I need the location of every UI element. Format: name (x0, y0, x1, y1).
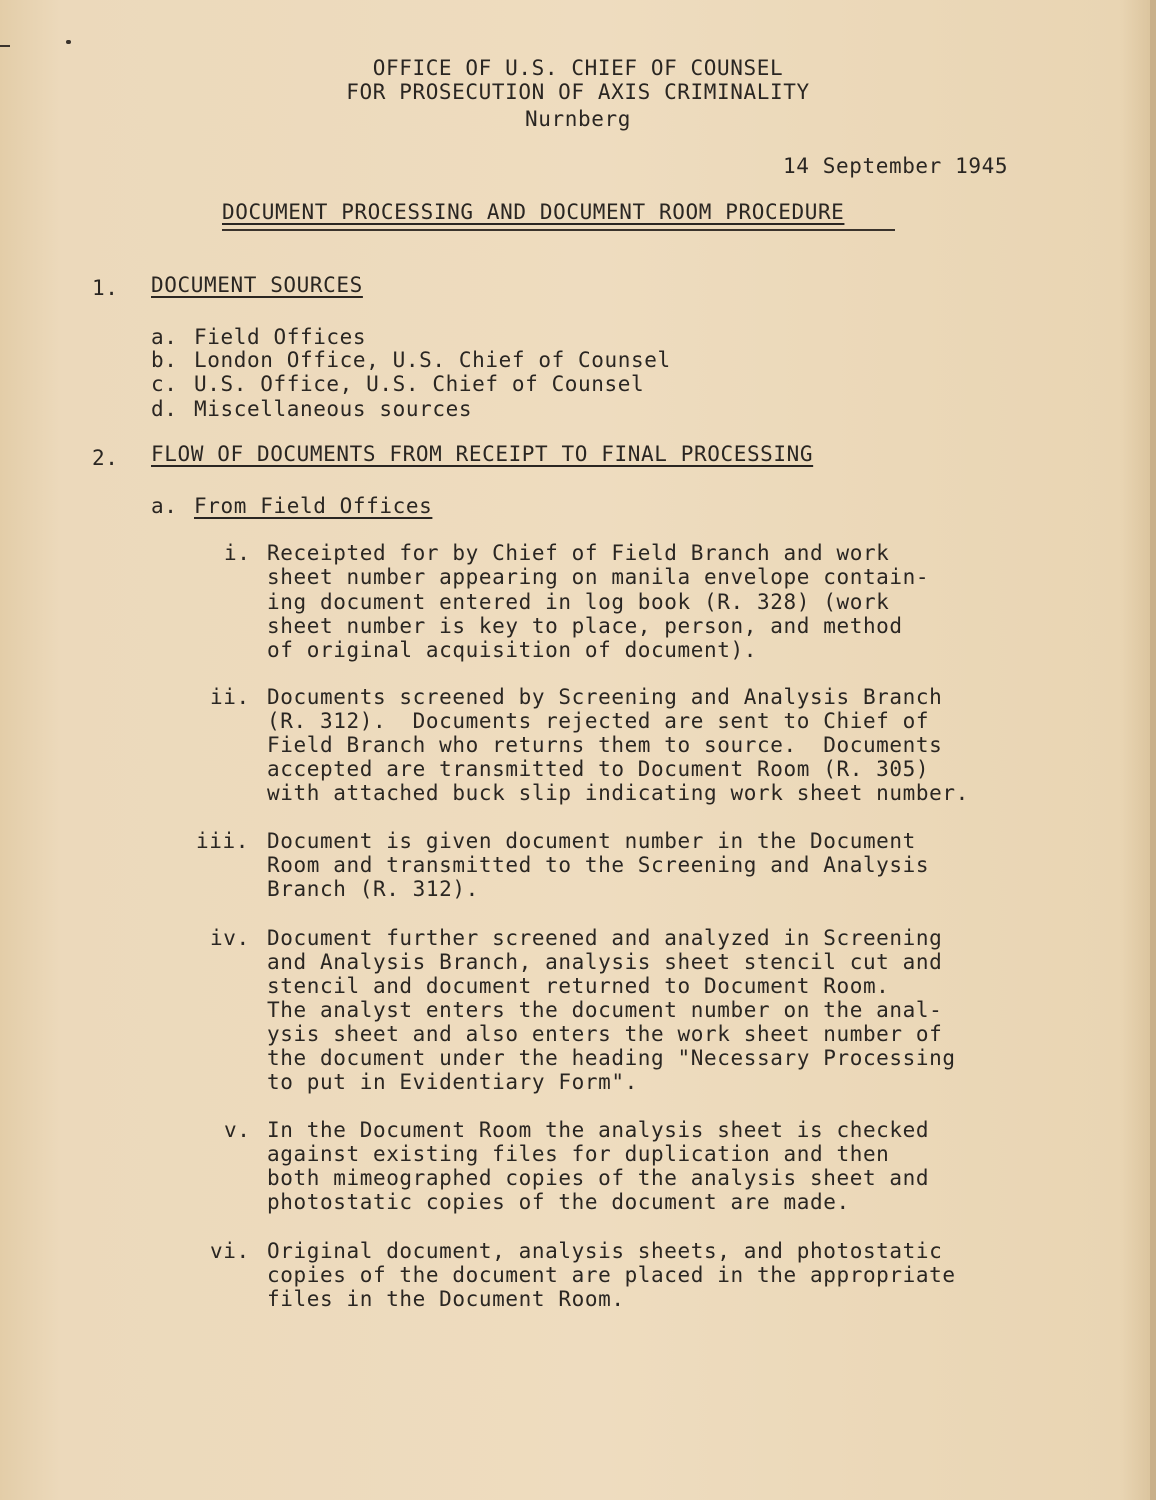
list-item-label: a. (151, 325, 178, 349)
step-number: iv. (210, 926, 250, 950)
list-item: Field Offices (194, 325, 367, 349)
subsection-a-heading: From Field Offices (194, 494, 433, 518)
scan-mark (66, 40, 71, 44)
step-line: sheet number appearing on manila envelope contain- (267, 565, 930, 589)
step-line: The analyst enters the document number on the anal- (267, 998, 943, 1022)
step-line: (R. 312). Documents rejected are sent to Chief of (267, 709, 930, 733)
step-line: ing document entered in log book (R. 328) (work (267, 590, 890, 614)
document-date: 14 September 1945 (783, 154, 1009, 178)
list-item-label: b. (151, 348, 178, 372)
step-number: ii. (210, 685, 250, 709)
section-2-heading: FLOW OF DOCUMENTS FROM RECEIPT TO FINAL PROCESSING (151, 442, 814, 466)
step-line: ysis sheet and also enters the work sheet number of (267, 1022, 943, 1046)
list-item-label: c. (151, 372, 178, 396)
step-number: i. (224, 541, 251, 565)
step-line: the document under the heading "Necessary Processing (267, 1046, 956, 1070)
step-line: Receipted for by Chief of Field Branch and work (267, 541, 890, 565)
step-line: to put in Evidentiary Form". (267, 1070, 638, 1094)
step-line: and Analysis Branch, analysis sheet stencil cut and (267, 950, 943, 974)
list-item-label: d. (151, 397, 178, 421)
scan-mark (0, 45, 10, 47)
step-line: sheet number is key to place, person, and method (267, 614, 903, 638)
step-number: iii. (196, 829, 249, 853)
step-line: of original acquisition of document). (267, 638, 757, 662)
title-double-underline (222, 229, 895, 231)
header-line-1: OFFICE OF U.S. CHIEF OF COUNSEL (372, 56, 784, 80)
document-title: DOCUMENT PROCESSING AND DOCUMENT ROOM PROCEDURE (222, 200, 845, 224)
step-line: with attached buck slip indicating work sheet number. (267, 781, 969, 805)
list-item: London Office, U.S. Chief of Counsel (194, 348, 671, 372)
header-line-3: Nurnberg (525, 107, 631, 131)
step-line: stencil and document returned to Document Room. (267, 974, 890, 998)
header-line-2: FOR PROSECUTION OF AXIS CRIMINALITY (346, 80, 810, 104)
step-line: copies of the document are placed in the appropriate (267, 1263, 956, 1287)
step-line: both mimeographed copies of the analysis sheet and (267, 1166, 930, 1190)
section-2-number: 2. (92, 446, 119, 470)
step-line: photostatic copies of the document are made. (267, 1190, 850, 1214)
step-number: v. (224, 1118, 251, 1142)
step-line: Branch (R. 312). (267, 877, 479, 901)
step-line: Document is given document number in the Document (267, 829, 916, 853)
step-line: accepted are transmitted to Document Room (R. 305) (267, 757, 930, 781)
step-line: Original document, analysis sheets, and photostatic (267, 1239, 943, 1263)
step-line: In the Document Room the analysis sheet is checked (267, 1118, 930, 1142)
step-line: Documents screened by Screening and Analysis Branch (267, 685, 943, 709)
step-line: Room and transmitted to the Screening and Analysis (267, 853, 930, 877)
step-line: Field Branch who returns them to source. Documents (267, 733, 943, 757)
list-item: Miscellaneous sources (194, 397, 473, 421)
step-number: vi. (210, 1239, 250, 1263)
subsection-a-label: a. (151, 494, 178, 518)
step-line: against existing files for duplication and then (267, 1142, 890, 1166)
paper-edge (1150, 0, 1156, 1500)
section-1-number: 1. (92, 276, 119, 300)
step-line: Document further screened and analyzed in Screening (267, 926, 943, 950)
list-item: U.S. Office, U.S. Chief of Counsel (194, 372, 645, 396)
step-line: files in the Document Room. (267, 1287, 625, 1311)
section-1-heading: DOCUMENT SOURCES (151, 273, 363, 297)
